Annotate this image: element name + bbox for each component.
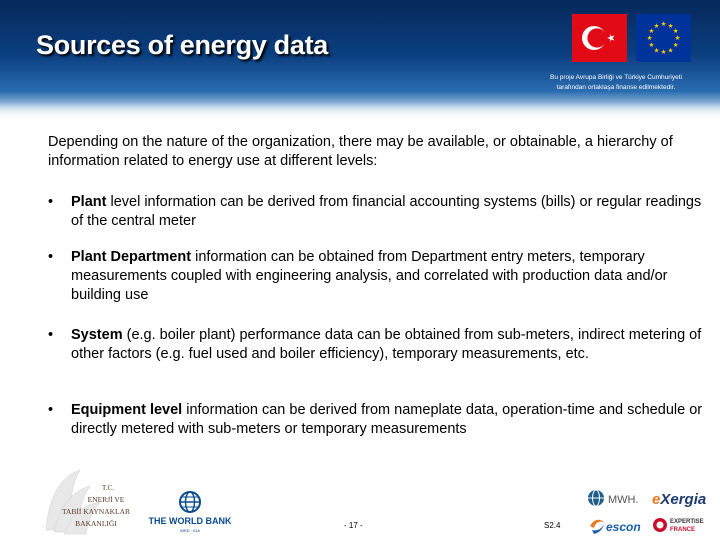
- bullet-item: [48, 248, 708, 305]
- exergia-e: e: [652, 491, 661, 508]
- expertise-france-icon: [653, 518, 667, 532]
- slide-title: Sources of energy data: [36, 30, 328, 60]
- bullet-marker: •: [48, 249, 54, 265]
- bullet-bold-term: Plant: [71, 194, 107, 210]
- bullet-text: information can be obtained from Department entry meters, temporary measurements coupled with engineering analysis, and correlated with production data and/or building use: [71, 249, 668, 303]
- eu-star-icon: ★: [674, 35, 681, 43]
- eu-star-icon: ★: [667, 23, 674, 31]
- bullet-bold-term: Plant Department: [71, 249, 192, 265]
- mwh-globe-icon: [588, 490, 604, 506]
- world-bank-subtext: IBRD · IDA: [180, 528, 200, 533]
- exergia-logo-text: [652, 491, 706, 508]
- ministry-text-4: BAKANLIĞI: [75, 519, 117, 528]
- eu-star-icon: ★: [648, 28, 655, 36]
- bullet-bold-term: System: [71, 327, 123, 343]
- eu-star-icon: ★: [660, 21, 667, 29]
- intro-paragraph: Depending on the nature of the organization, there may be available, or obtainable, a hierarchy of information related to energy use at different levels:: [48, 134, 673, 169]
- exergia-rest: Xergia: [660, 491, 707, 508]
- bullet-marker: •: [48, 327, 54, 343]
- ministry-text-1: T.C.: [102, 484, 114, 492]
- eu-flag-icon: [636, 14, 691, 62]
- world-bank-logo: [146, 490, 236, 534]
- eu-star-icon: ★: [667, 47, 674, 55]
- eu-star-icon: ★: [672, 42, 679, 50]
- slide-code: S2.4: [544, 521, 561, 530]
- globe-icon: [180, 492, 200, 512]
- bullet-item: [48, 401, 708, 439]
- bullet-text: level information can be derived from financial accounting systems (bills) or regular readings of the central meter: [71, 194, 702, 229]
- eu-star-icon: ★: [648, 42, 655, 50]
- expertise-text-1: EXPERTISE: [670, 519, 704, 525]
- disclaimer-line-1: Bu proje Avrupa Birliği ve Türkiye Cumhuriyeti: [550, 74, 682, 81]
- bullet-bold-term: Equipment level: [71, 402, 183, 418]
- bullet-marker: •: [48, 402, 54, 418]
- eu-star-icon: ★: [660, 49, 667, 57]
- expertise-text-2: FRANCE: [670, 527, 695, 533]
- ministry-logo: [40, 460, 150, 538]
- world-bank-text: THE WORLD BANK: [148, 516, 232, 526]
- disclaimer-line-2: tarafından ortaklaşa finanse edilmektedir.: [556, 84, 676, 91]
- bullet-text: information can be derived from nameplate data, operation-time and schedule or directly metered with sub-meters or temporary measurements: [71, 402, 703, 437]
- eu-star-icon: ★: [646, 35, 653, 43]
- turkey-flag-icon: [572, 14, 627, 62]
- escon-logo-text: escon: [606, 520, 641, 534]
- bullet-item: [48, 326, 708, 364]
- eu-star-icon: ★: [672, 28, 679, 36]
- eu-star-icon: ★: [653, 23, 660, 31]
- ministry-text-3: TABİİ KAYNAKLAR: [61, 507, 131, 516]
- bullet-item: [48, 193, 708, 231]
- consortium-logos: [586, 486, 716, 538]
- mwh-logo-text: MWH.: [608, 494, 639, 506]
- ministry-text-2: ENERJİ VE: [87, 495, 125, 504]
- funding-disclaimer: [520, 73, 712, 93]
- bullet-marker: •: [48, 194, 54, 210]
- page-number: - 17 -: [344, 521, 363, 530]
- eu-star-icon: ★: [653, 47, 660, 55]
- bullet-text: (e.g. boiler plant) performance data can be obtained from sub-meters, indirect metering of other factors (e.g. fuel used and boiler efficiency), temporary measurements, etc.: [71, 327, 702, 362]
- escon-swirl-icon: [590, 520, 604, 534]
